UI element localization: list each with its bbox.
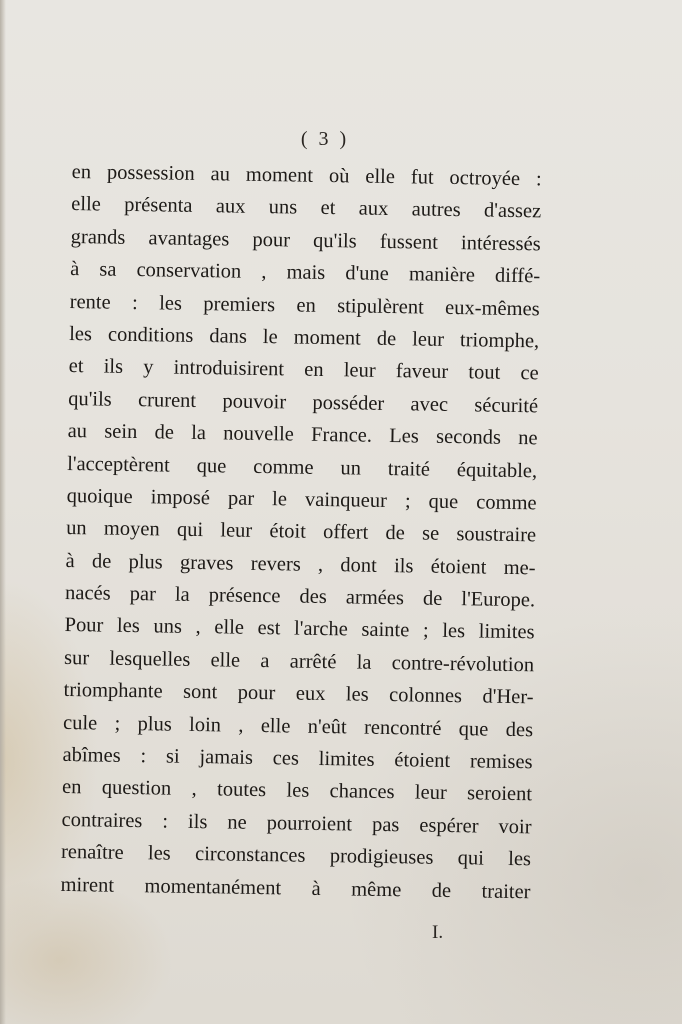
text-line: en question , toutes les chances leur seroient xyxy=(61,776,533,806)
text-line: contraires : ils ne pourroient pas espérer voir xyxy=(61,808,532,839)
text-line: un moyen qui leur étoit offert de se soustraire xyxy=(65,517,537,547)
text-line: mirent momentanément à même de traiter xyxy=(60,873,531,903)
text-line: qu'ils crurent pouvoir posséder avec sécurité xyxy=(68,387,539,418)
text-line: triomphante sont pour eux les colonnes d'Her- xyxy=(63,679,534,709)
text-line: cule ; plus loin , elle n'eût rencontré que des xyxy=(62,711,534,741)
text-line: rente : les premiers en stipulèrent eux-mêmes xyxy=(69,290,540,320)
signature-mark: I. xyxy=(432,922,444,943)
text-line: et ils y introduisirent en leur faveur tout ce xyxy=(68,355,539,385)
text-line: elle présenta aux uns et aux autres d'assez xyxy=(71,193,542,223)
text-line: renaître les circonstances prodigieuses qui les xyxy=(60,841,532,871)
page-number: ( 3 ) xyxy=(300,128,350,150)
text-line: en possession au moment où elle fut octroyée : xyxy=(71,160,542,191)
text-line: l'acceptèrent que comme un traité équitable, xyxy=(66,452,538,482)
text-line: au sein de la nouvelle France. Les seconds ne xyxy=(67,420,538,450)
text-line: grands avantages pour qu'ils fussent intéressés xyxy=(70,225,541,256)
text-line: sur lesquelles elle a arrêté la contre-révolution xyxy=(63,646,535,677)
text-line: à de plus graves revers , dont ils étoient me- xyxy=(65,549,536,580)
body-text xyxy=(60,156,542,908)
text-line: nacés par la présence des armées de l'Europe. xyxy=(64,582,536,612)
text-line: Pour les uns , elle est l'arche sainte ; les limites xyxy=(64,614,535,644)
page-edge-shadow xyxy=(0,0,6,1024)
text-line: à sa conservation , mais d'une manière diffé- xyxy=(70,258,541,288)
text-line: les conditions dans le moment de leur triomphe, xyxy=(69,322,540,353)
text-line: quoique imposé par le vainqueur ; que comme xyxy=(66,484,537,515)
text-line: abîmes : si jamais ces limites étoient remises xyxy=(62,743,533,774)
